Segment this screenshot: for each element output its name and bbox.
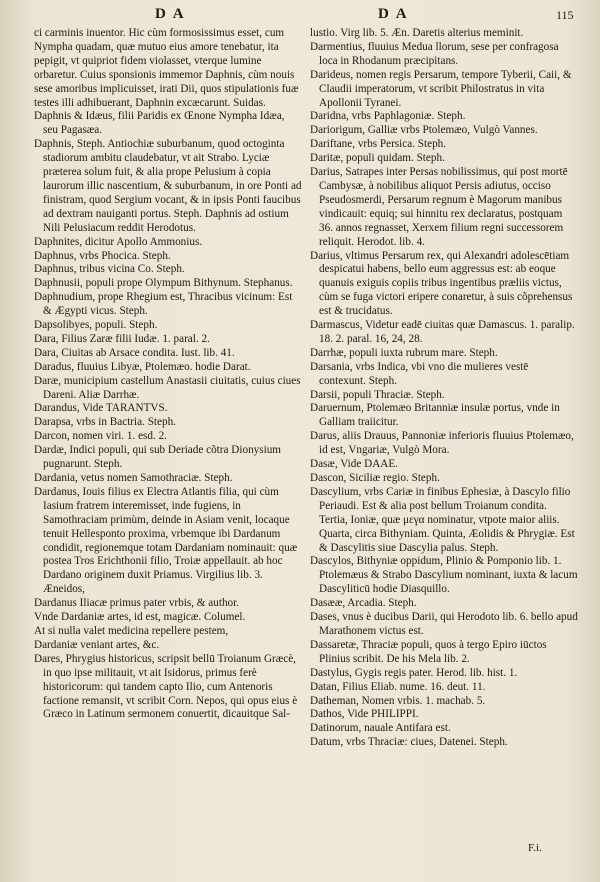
dictionary-entry: Daruernum, Ptolemæo Britanniæ insulæ portus, vnde in Galliam traiicitur.: [310, 402, 560, 429]
dictionary-entry: Darmascus, Videtur eadē ciuitas quæ Damascus. 1. paralip. 18. 2. paral. 16, 24, 28.: [310, 319, 575, 345]
dictionary-entry: Dases, vnus è ducibus Darii, qui Herodoto lib. 6. bello apud Marathonem victus est.: [310, 611, 578, 637]
dictionary-entry: Dardæ, Indici populi, qui sub Deriade cõtra Dionysium pugnarunt. Steph.: [34, 444, 282, 471]
dictionary-entry: Darandus, Vide TARANTVS.: [34, 402, 168, 415]
dictionary-entry: Darmentius, fluuius Medua llorum, sese per confragosa loca in Rhodanum præcipitans.: [310, 40, 559, 67]
dictionary-entry: Darsii, populi Thraciæ. Steph.: [310, 388, 445, 401]
dictionary-entry: Daphnudium, prope Rhegium est, Thracibus vicinum: Est & Ægypti vicus. Steph.: [34, 291, 293, 318]
dictionary-entry: ci carminis inuentor. Hic cùm formosissimus esset, cum Nympha quadam, quæ mutuo eius amore tenebatur, ita pepigit, vt quipriot fidem violasset, vterque lumine orbaretur. Cuius sponsionis immemor Daphnis, cùm nouis sese amoribus implicuisset, irati Dii, quos stipulationis fuæ testes illi adhibuerant, Daphnin excæcarunt. Suidas.: [34, 27, 299, 109]
dictionary-entry: Dascon, Siciliæ regio. Steph.: [310, 472, 440, 484]
dictionary-entry: Daphnusii, populi prope Olympum Bithynum. Stephanus.: [34, 277, 293, 290]
dictionary-entry: Datan, Filius Eliab. nume. 16. deut. 11.: [310, 680, 486, 693]
left-column: [34, 27, 302, 722]
dictionary-entry: Dara, Ciuitas ab Arsace condita. Iust. lib. 41.: [34, 346, 235, 359]
dictionary-entry: Dares, Phrygius historicus, scripsit bellū Troianum Græcè, in quo ipse militauit, vt ait Isidorus, primus ferè historicorum: qui tandem capto Ilio, cum Antenoris factione remansit, vt scribit Corn. Nepos, qui opus eius è Græco in Latinum sermonem conuertit, dicauitque Sal-: [34, 652, 298, 721]
dictionary-entry: Dara, Filius Zaræ filii Iudæ. 1. paral. 2.: [34, 332, 210, 345]
dictionary-entry: Dardania, vetus nomen Samothraciæ. Steph.: [34, 472, 233, 484]
dictionary-entry: Daphnus, vrbs Phocica. Steph.: [34, 249, 171, 262]
dictionary-entry: Dastylus, Gygis regis pater. Herod. lib. hist. 1.: [310, 666, 518, 679]
dictionary-entry: Daphnus, tribus vicina Co. Steph.: [34, 263, 185, 276]
dictionary-entry: Dardanus Iliacæ primus pater vrbis, & author.: [34, 597, 240, 610]
page-number: 115: [556, 8, 574, 22]
dictionary-entry: Daradus, fluuius Libyæ, Ptolemæo. hodie Darat.: [34, 360, 251, 373]
dictionary-entry: Darideus, nomen regis Persarum, tempore Tyberii, Caii, & Claudii imperatorum, vt scribit Philostratus in vita Apollonii Tyranei.: [310, 68, 572, 109]
dictionary-entry: Dariftane, vrbs Persica. Steph.: [310, 138, 447, 151]
dictionary-entry: Dascylium, vrbs Cariæ in finibus Ephesiæ, à Dascylo filio Periaudi. Est & alia post bellum Troianum condita. Tertia, Ioniæ, quæ μεγα nominatur, vtpote maior aliis. Quarta, circa Bithyniam. Quinta, Æolidis & Phrygiæ. Est & Dascylitis siue Dascylia palus. Steph.: [310, 485, 575, 554]
header-center-letters: D A: [378, 6, 409, 22]
signature-mark: F.i.: [528, 842, 542, 854]
dictionary-entry: Dasæ, Vide DAAE.: [310, 458, 398, 471]
dictionary-entry: Dassaretæ, Thraciæ populi, quos à tergo Epiro iūctos Plinius scribit. De his Mela lib. 2.: [310, 638, 547, 665]
dictionary-entry: Datinorum, nauale Antifara est.: [310, 722, 451, 735]
dictionary-entry: Dasææ, Arcadia. Steph.: [310, 597, 417, 610]
dictionary-entry: Dardaniæ veniant artes, &c.: [34, 638, 160, 651]
dictionary-entry: Daræ, municipium castellum Anastasii ciuitatis, cuius ciues Dareni. Aliæ Darrhæ.: [34, 374, 301, 401]
dictionary-entry: Darus, aliis Drauus, Pannoniæ inferioris fluuius Ptolemæo, id est, Vngariæ, Vulgò Mora.: [310, 430, 574, 457]
dictionary-entry: Dardanus, Iouis filius ex Electra Atlantis filia, qui cùm Iasium fratrem interemisset, inde fugiens, in Samothraciam primùm, deinde in Asiam venit, locaque tenuit Hellesponto proxima, vrbemque ibi Dardanum condidit, regionemque totam Dardaniam nominauit: quæ postea Tros Erichthonii filio, Troiæ appellauit. ab hoc Dardano originem duxit Priamus. Virgilius lib. 3. Æneidos,: [34, 485, 298, 596]
dictionary-entry: Dathos, Vide PHILIPPI.: [310, 708, 419, 721]
dictionary-entry: Dapsolibyes, populi. Steph.: [34, 319, 158, 332]
running-header: [0, 6, 600, 28]
dictionary-entry: Darapsa, vrbs in Bactria. Steph.: [34, 416, 176, 429]
dictionary-entry: Darcon, nomen viri. 1. esd. 2.: [34, 430, 167, 443]
dictionary-entry: Dascylos, Bithyniæ oppidum, Plinio & Pomponio lib. 1. Ptolemæus & Strabo Dascylium nominant, iuxta & lacum Dascyliticū hodie Diasquillo.: [310, 555, 578, 596]
right-column: [310, 27, 578, 750]
dictionary-entry: Vnde Dardaniæ artes, id est, magicæ. Columel.: [34, 611, 246, 624]
dictionary-entry: Darius, vltimus Persarum rex, qui Alexandri adolescētiam despicatui habens, bello eum aggressus est: ab eoque quanuis exiguis copiis tribus ingentibus præliis victus, cùm se fuga victori eripere conaretur, à suis cõprehensus est & trucidatus.: [310, 249, 573, 318]
header-left-letters: D A: [155, 6, 186, 22]
dictionary-entry: Dariorigum, Galliæ vrbs Ptolemæo, Vulgò Vannes.: [310, 124, 538, 137]
dictionary-entry: Daridna, vrbs Paphlagoniæ. Steph.: [310, 110, 466, 123]
dictionary-entry: Darsania, vrbs Indica, vbi vno die mulieres vestē contexunt. Steph.: [310, 360, 529, 387]
dictionary-entry: Datum, vrbs Thraciæ: ciues, Datenei. Steph.: [310, 736, 508, 749]
dictionary-entry: Daphnis & Idæus, filii Paridis ex Œnone Nympha Idæa, seu Pagasæa.: [34, 110, 285, 137]
dictionary-entry: Darius, Satrapes inter Persas nobilissimus, qui post mortē Cambysæ, à nobilibus aliquot Persis adiutus, occiso Pseudosmerdi, Persarum regnum è Magorum manibus vindicauit: equiq; sui hinnitu rex declaratus, postquam 36. annos regnasset, Xerxem filium regni successorem reliquit. Herodot. lib. 4.: [310, 166, 568, 248]
dictionary-entry: lustio. Virg lib. 5. Æn. Daretis alterius meminit.: [310, 27, 524, 39]
dictionary-entry: Daritæ, populi quidam. Steph.: [310, 152, 445, 165]
dictionary-entry: Datheman, Nomen vrbis. 1. machab. 5.: [310, 694, 486, 707]
dictionary-entry: At si nulla valet medicina repellere pestem,: [34, 624, 229, 637]
dictionary-entry: Darrhæ, populi iuxta rubrum mare. Steph.: [310, 346, 498, 359]
dictionary-entry: Daphnis, Steph. Antiochiæ suburbanum, quod octoginta stadiorum ambitu claudebatur, vt ait Strabo. Lyciæ præterea solum fuit, & alia prope Pelusium à copia laurorum illic nascentium, & suburbanum, in ore Ponti ad finistram, quod Sergium vocant, & in ipsis Ponti faucibus ad dextram nauiganti portus. Steph. Daphnis ad ostium Nili Pelusiacum reddit Herodotus.: [34, 138, 302, 234]
dictionary-entry: Daphnites, dicitur Apollo Ammonius.: [34, 235, 203, 248]
